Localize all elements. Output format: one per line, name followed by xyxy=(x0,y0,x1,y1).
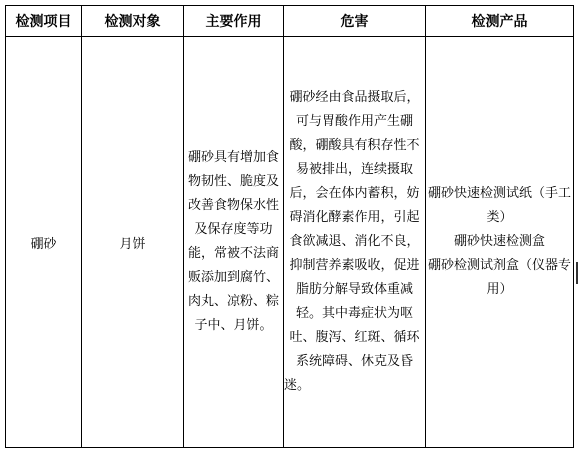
product-item: 硼砂快速检测盒 xyxy=(453,234,545,249)
table-row xyxy=(6,37,574,448)
header-row xyxy=(6,6,574,37)
cell-main-function: 硼砂具有增加食物韧性、脆度及改善食物保水性及保存度等功能，常被不法商贩添加到腐竹、肉丸、凉粉、粽子中、月饼。 xyxy=(184,37,284,448)
header-hazard: 危害 xyxy=(284,6,426,37)
product-item: 硼砂快速检测试纸（手工类） xyxy=(427,186,571,225)
detection-table xyxy=(5,5,574,448)
cell-detection-item: 硼砂 xyxy=(6,37,82,448)
header-detection-item: 检测项目 xyxy=(6,6,82,37)
header-detection-object: 检测对象 xyxy=(82,6,184,37)
product-item: 硼砂检测试剂盒（仪器专用） xyxy=(427,258,571,297)
header-detection-products: 检测产品 xyxy=(426,6,574,37)
header-main-function: 主要作用 xyxy=(184,6,284,37)
cell-detection-products xyxy=(426,37,574,448)
cell-hazard: 硼砂经由食品摄取后，可与胃酸作用产生硼酸，硼酸具有积存性不易被排出，连续摄取后，会在体内蓄积，妨碍消化酵素作用，引起食欲减退、消化不良，抑制营养素吸收，促进脂肪分解导致体重减轻。其中毒症状为呕吐、腹泻、红斑、循环系统障碍、休克及昏迷。 xyxy=(284,37,426,448)
cell-detection-object: 月饼 xyxy=(82,37,184,448)
